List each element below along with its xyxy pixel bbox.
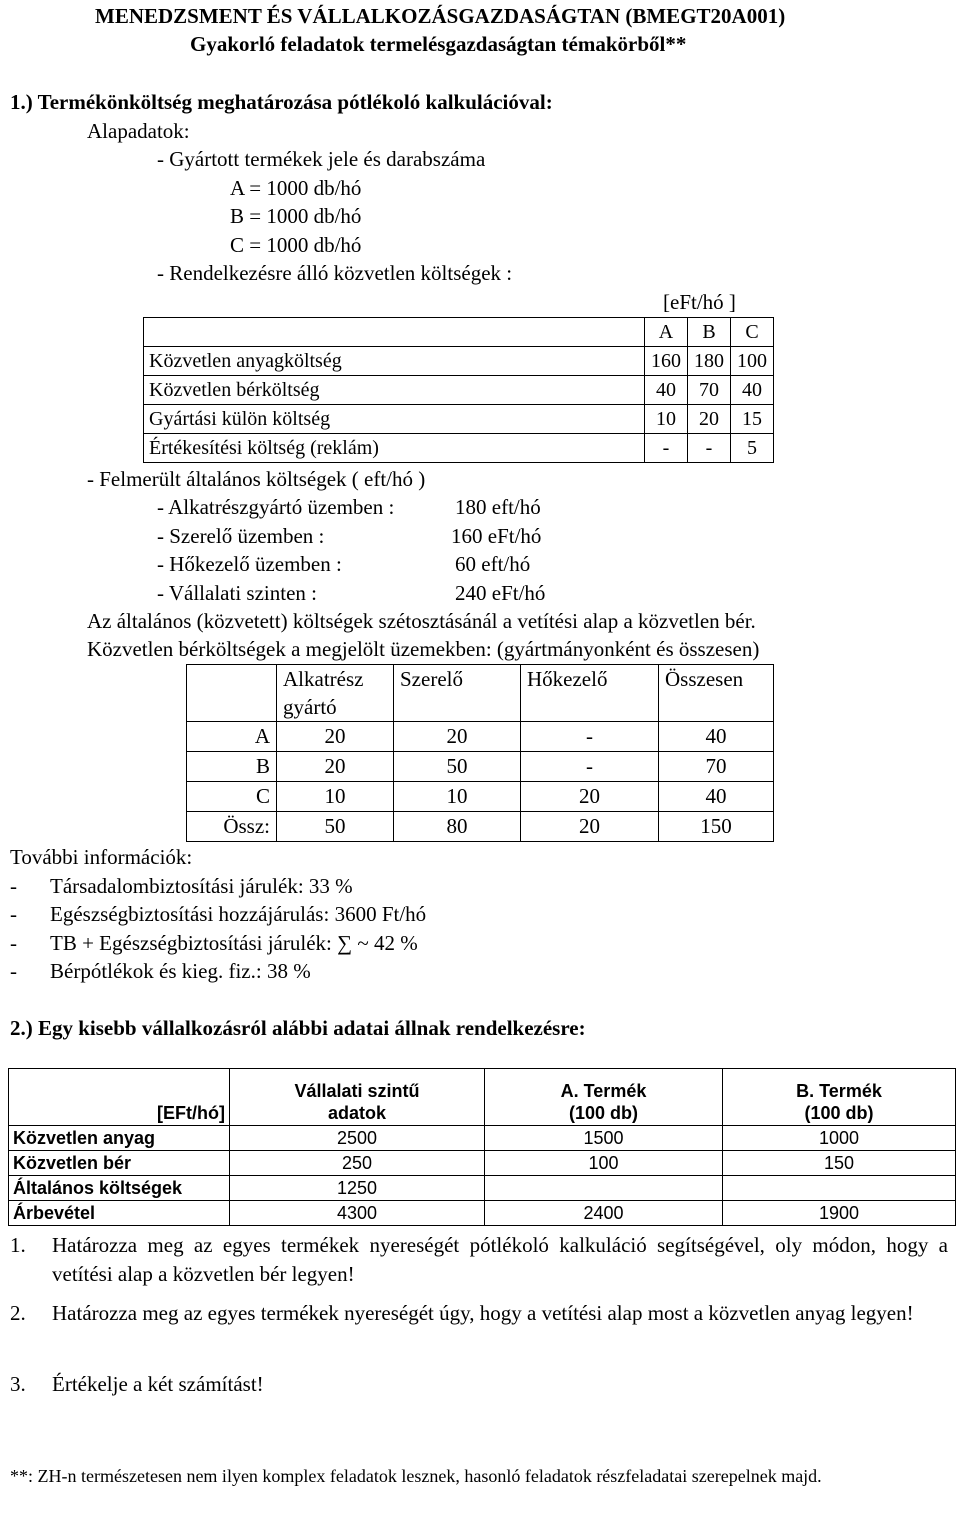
cell: 20 bbox=[521, 782, 659, 812]
table-row bbox=[187, 782, 774, 812]
col-header: A bbox=[645, 318, 688, 347]
list-dash: - bbox=[10, 931, 17, 955]
cell: 150 bbox=[659, 812, 774, 842]
table-row bbox=[187, 722, 774, 752]
list-item: Társadalombiztosítási járulék: 33 % bbox=[50, 874, 353, 898]
wage-intro: Közvetlen bérköltségek a megjelölt üzemekben: (gyártmányonként és összesen) bbox=[87, 637, 760, 661]
cell: 150 bbox=[723, 1151, 956, 1176]
row-label: Össz: bbox=[187, 812, 277, 842]
table-header-row bbox=[9, 1069, 956, 1126]
col-header: Alkatrész gyártó bbox=[277, 665, 394, 722]
cell: 100 bbox=[485, 1151, 723, 1176]
cell: 160 bbox=[645, 347, 688, 376]
cell: 2500 bbox=[230, 1126, 485, 1151]
cell: 70 bbox=[659, 752, 774, 782]
cell: - bbox=[521, 722, 659, 752]
footnote-marker: **: bbox=[10, 1466, 34, 1486]
cell: 100 bbox=[731, 347, 774, 376]
col-header-line2: adatok bbox=[327, 1103, 387, 1123]
cell: 40 bbox=[659, 722, 774, 752]
col-header-line1: Vállalati szintű bbox=[294, 1081, 420, 1101]
table-row bbox=[9, 1176, 956, 1201]
col-header-line1: A. Termék bbox=[560, 1081, 647, 1101]
cell: 40 bbox=[731, 376, 774, 405]
direct-cost-table bbox=[143, 317, 774, 463]
cell: 5 bbox=[731, 434, 774, 463]
question-number: 3. bbox=[10, 1372, 26, 1396]
table-row bbox=[144, 376, 774, 405]
row-label: Közvetlen bér bbox=[9, 1151, 230, 1176]
col-header: B bbox=[688, 318, 731, 347]
col-header-line1: B. Termék bbox=[796, 1081, 882, 1101]
product-b: B = 1000 db/hó bbox=[230, 204, 362, 228]
table-row bbox=[144, 347, 774, 376]
cell: 250 bbox=[230, 1151, 485, 1176]
cell: - bbox=[521, 752, 659, 782]
unit-label: [eFt/hó ] bbox=[663, 290, 736, 314]
row-label: Értékesítési költség (reklám) bbox=[144, 434, 645, 463]
question-number: 1. bbox=[10, 1233, 26, 1257]
table-header-row bbox=[144, 318, 774, 347]
cell bbox=[723, 1176, 956, 1201]
question-number: 2. bbox=[10, 1301, 26, 1325]
list-item: Egészségbiztosítási hozzájárulás: 3600 Ft/hó bbox=[50, 902, 427, 926]
general-cost-label: - Hőkezelő üzemben : bbox=[157, 552, 342, 576]
basics-label: Alapadatok: bbox=[87, 119, 190, 143]
col-header bbox=[723, 1069, 956, 1126]
cell: 10 bbox=[394, 782, 521, 812]
col-header: Szerelő bbox=[394, 665, 521, 722]
footnote-text: ZH-n természetesen nem ilyen komplex feladatok lesznek, hasonló feladatok részfeladatai szerepelnek majd. bbox=[37, 1466, 822, 1486]
cell: - bbox=[645, 434, 688, 463]
general-cost-label: - Vállalati szinten : bbox=[157, 581, 317, 605]
question-text: Határozza meg az egyes termékek nyereségét pótlékoló kalkuláció segítségével, oly módon, hogy a vetítési alap a közvetlen bér legyen! bbox=[52, 1233, 948, 1286]
cell: 40 bbox=[659, 782, 774, 812]
question-1 bbox=[10, 1231, 948, 1289]
empty-cell bbox=[144, 318, 645, 347]
task1-heading: 1.) Termékönköltség meghatározása pótlékoló kalkulációval: bbox=[10, 90, 553, 114]
empty-cell bbox=[187, 665, 277, 722]
row-label: Közvetlen anyagköltség bbox=[144, 347, 645, 376]
table-row bbox=[187, 752, 774, 782]
list-dash: - bbox=[10, 959, 17, 983]
doc-title: MENEDZSMENT ÉS VÁLLALKOZÁSGAZDASÁGTAN (BMEGT20A001) bbox=[95, 4, 786, 28]
cell: 70 bbox=[688, 376, 731, 405]
table-header-row bbox=[187, 665, 774, 722]
row-label: Árbevétel bbox=[9, 1201, 230, 1226]
cell: 40 bbox=[645, 376, 688, 405]
allocation-note: Az általános (közvetett) költségek szétosztásánál a vetítési alap a közvetlen bér. bbox=[87, 609, 756, 633]
row-label: Közvetlen bérköltség bbox=[144, 376, 645, 405]
cell: 50 bbox=[394, 752, 521, 782]
cell: 80 bbox=[394, 812, 521, 842]
general-cost-value: 60 eft/hó bbox=[455, 552, 531, 576]
table-row bbox=[144, 434, 774, 463]
col-header-line2: (100 db) bbox=[804, 1103, 874, 1123]
table-row bbox=[144, 405, 774, 434]
cell: 20 bbox=[394, 722, 521, 752]
footnote bbox=[10, 1463, 910, 1489]
product-a: A = 1000 db/hó bbox=[230, 176, 362, 200]
product-c: C = 1000 db/hó bbox=[230, 233, 362, 257]
cell: 1000 bbox=[723, 1126, 956, 1151]
cell: 20 bbox=[688, 405, 731, 434]
col-header: Összesen bbox=[659, 665, 774, 722]
cell: 50 bbox=[277, 812, 394, 842]
cell: 2400 bbox=[485, 1201, 723, 1226]
question-text: Határozza meg az egyes termékek nyereségét úgy, hogy a vetítési alap most a közvetlen anyag legyen! bbox=[52, 1301, 914, 1325]
general-cost-value: 240 eFt/hó bbox=[455, 581, 546, 605]
cell: 4300 bbox=[230, 1201, 485, 1226]
more-info-label: További információk: bbox=[10, 845, 193, 869]
cell: - bbox=[688, 434, 731, 463]
col-header: C bbox=[731, 318, 774, 347]
row-label: Általános költségek bbox=[9, 1176, 230, 1201]
question-2 bbox=[10, 1299, 948, 1328]
general-cost-label: - Szerelő üzemben : bbox=[157, 524, 325, 548]
question-3 bbox=[10, 1370, 948, 1399]
row-label: Közvetlen anyag bbox=[9, 1126, 230, 1151]
doc-subtitle: Gyakorló feladatok termelésgazdaságtan témakörből** bbox=[190, 32, 687, 56]
cell: 10 bbox=[645, 405, 688, 434]
list-dash: - bbox=[10, 902, 17, 926]
cell: 20 bbox=[277, 722, 394, 752]
row-label: Gyártási külön költség bbox=[144, 405, 645, 434]
cell: 20 bbox=[521, 812, 659, 842]
list-item: TB + Egészségbiztosítási járulék: ∑ ~ 42 % bbox=[50, 931, 418, 955]
cell: 1900 bbox=[723, 1201, 956, 1226]
cell: 180 bbox=[688, 347, 731, 376]
table-row bbox=[187, 812, 774, 842]
company-data-table bbox=[8, 1068, 956, 1226]
cell: 10 bbox=[277, 782, 394, 812]
general-cost-value: 160 eFt/hó bbox=[451, 524, 542, 548]
col-header bbox=[230, 1069, 485, 1126]
cell: 15 bbox=[731, 405, 774, 434]
products-label: - Gyártott termékek jele és darabszáma bbox=[157, 147, 486, 171]
table-row bbox=[9, 1201, 956, 1226]
task2-heading: 2.) Egy kisebb vállalkozásról alábbi adatai állnak rendelkezésre: bbox=[10, 1016, 586, 1040]
table-row bbox=[9, 1126, 956, 1151]
cell: 1500 bbox=[485, 1126, 723, 1151]
col-header: Hőkezelő bbox=[521, 665, 659, 722]
general-cost-value: 180 eft/hó bbox=[455, 495, 541, 519]
table-row bbox=[9, 1151, 956, 1176]
cell bbox=[485, 1176, 723, 1201]
unit-header: [EFt/hó] bbox=[9, 1069, 230, 1126]
row-label: C bbox=[187, 782, 277, 812]
question-text: Értékelje a két számítást! bbox=[52, 1372, 264, 1396]
direct-costs-label: - Rendelkezésre álló közvetlen költségek : bbox=[157, 261, 513, 285]
general-costs-label: - Felmerült általános költségek ( eft/hó ) bbox=[87, 467, 426, 491]
list-dash: - bbox=[10, 874, 17, 898]
cell: 20 bbox=[277, 752, 394, 782]
row-label: A bbox=[187, 722, 277, 752]
cell: 1250 bbox=[230, 1176, 485, 1201]
general-cost-label: - Alkatrészgyártó üzemben : bbox=[157, 495, 395, 519]
col-header bbox=[485, 1069, 723, 1126]
col-header-line2: (100 db) bbox=[568, 1103, 638, 1123]
list-item: Bérpótlékok és kieg. fiz.: 38 % bbox=[50, 959, 311, 983]
row-label: B bbox=[187, 752, 277, 782]
wage-table bbox=[186, 664, 774, 842]
